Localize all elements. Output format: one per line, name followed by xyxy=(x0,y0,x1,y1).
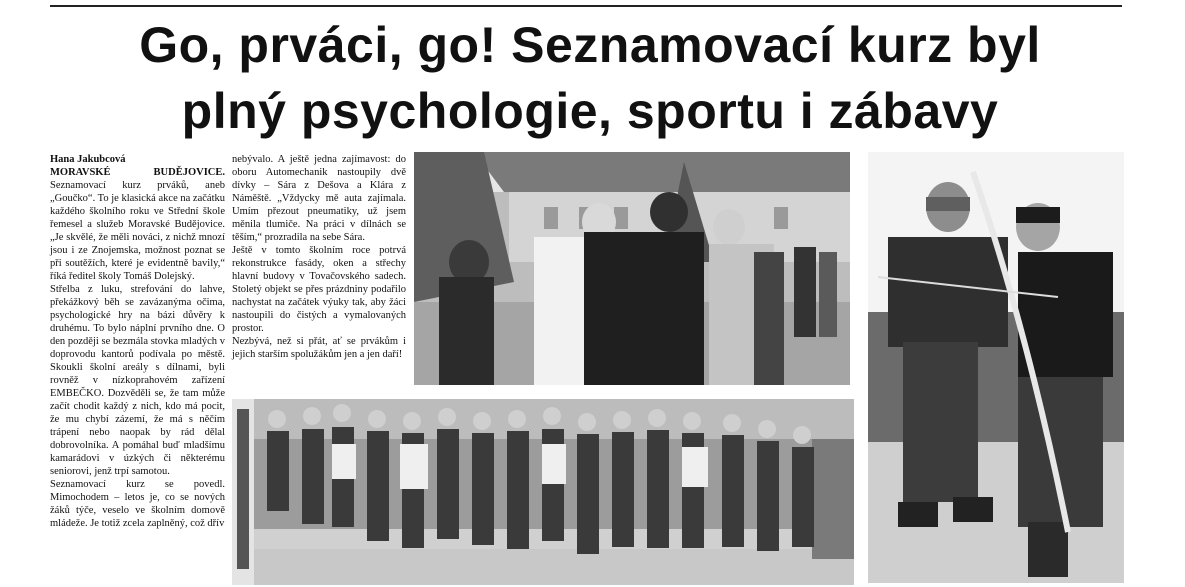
photo-group xyxy=(232,399,854,585)
text-column-2 xyxy=(232,153,406,361)
paragraph-1 xyxy=(50,166,225,283)
paragraph-2: Střelba z luku, strefování do lahve, překážkový běh se zavázanýma očima, psychologické hry na bázi důvěry k druhému. To bylo náplní prvního dne. O den později se bezmála stovka mladých v doprovodu kantorů podívala po městě. Skoukli školní areály s dílnami, byli rovněž v nízkoprahovém zařízení EMBEČKO. Dozvěděli se, že tam může začít chodit každý z nich, kdo má pocit, že mu chybí zázemí, že má s něčím trápení nebo naopak by rád dělal dobrovolníka. A pomáhal buď mladšímu kamarádovi v úzkých či některému seniorovi, jenž trpí samotou. xyxy=(50,284,225,477)
headline-line-1: Go, prváci, go! Seznamovací kurz byl xyxy=(139,17,1041,73)
author-byline: Hana Jakubcová xyxy=(50,154,126,165)
top-rule xyxy=(50,5,1122,7)
photo-archery xyxy=(868,152,1124,583)
dateline: MORAVSKÉ BUDĚJOVICE. xyxy=(50,167,225,178)
headline-line-2: plný psychologie, sportu i zábavy xyxy=(181,83,999,139)
photo-students-courtyard xyxy=(414,152,850,385)
paragraph-3: Seznamovací kurz se povedl. Mimochodem – letos je, co se nových žáků týče, veselo ve školním domově mládeže. Je totiž zcela zaplněný, což dřív xyxy=(50,479,225,529)
paragraph-6: Nezbývá, než si přát, ať se prvákům i jejich starším spolužákům jen a jen daří! xyxy=(232,336,406,360)
text-column-1 xyxy=(50,153,225,530)
paragraph-1-text: Seznamovací kurz prváků, aneb „Goučko“. To je klasická akce na začátku každého školního roku ve Střední škole řemesel a služeb Moravské Budějovice. „Je skvělé, že měli nováci, z nichž mnozí jsou i ze Znojemska, možnost poznat se při soutěžích, které je evidentně bavily,“ říká ředitel školy Tomáš Dolejský. xyxy=(50,180,225,282)
paragraph-5: Ještě v tomto školním roce potrvá rekonstrukce fasády, oken a střechy hlavní budovy v Tovačovského sadech. Stoletý objekt se přes prázdniny podařilo nachystat na začátek výuky tak, aby žáci nastoupili do čistých a vymalovaných prostor. xyxy=(232,245,406,334)
headline xyxy=(40,12,1140,144)
paragraph-4: nebývalo. A ještě jedna zajímavost: do oboru Automechanik nastoupily dvě dívky – Sára z Dešova a Klára z Náměště. „Vždycky mě auta zajímala. Umím přezout pneumatiky, už jsem měnila tlumiče. Na práci v dílnách se těším,“ prozradila na sebe Sára. xyxy=(232,154,406,243)
